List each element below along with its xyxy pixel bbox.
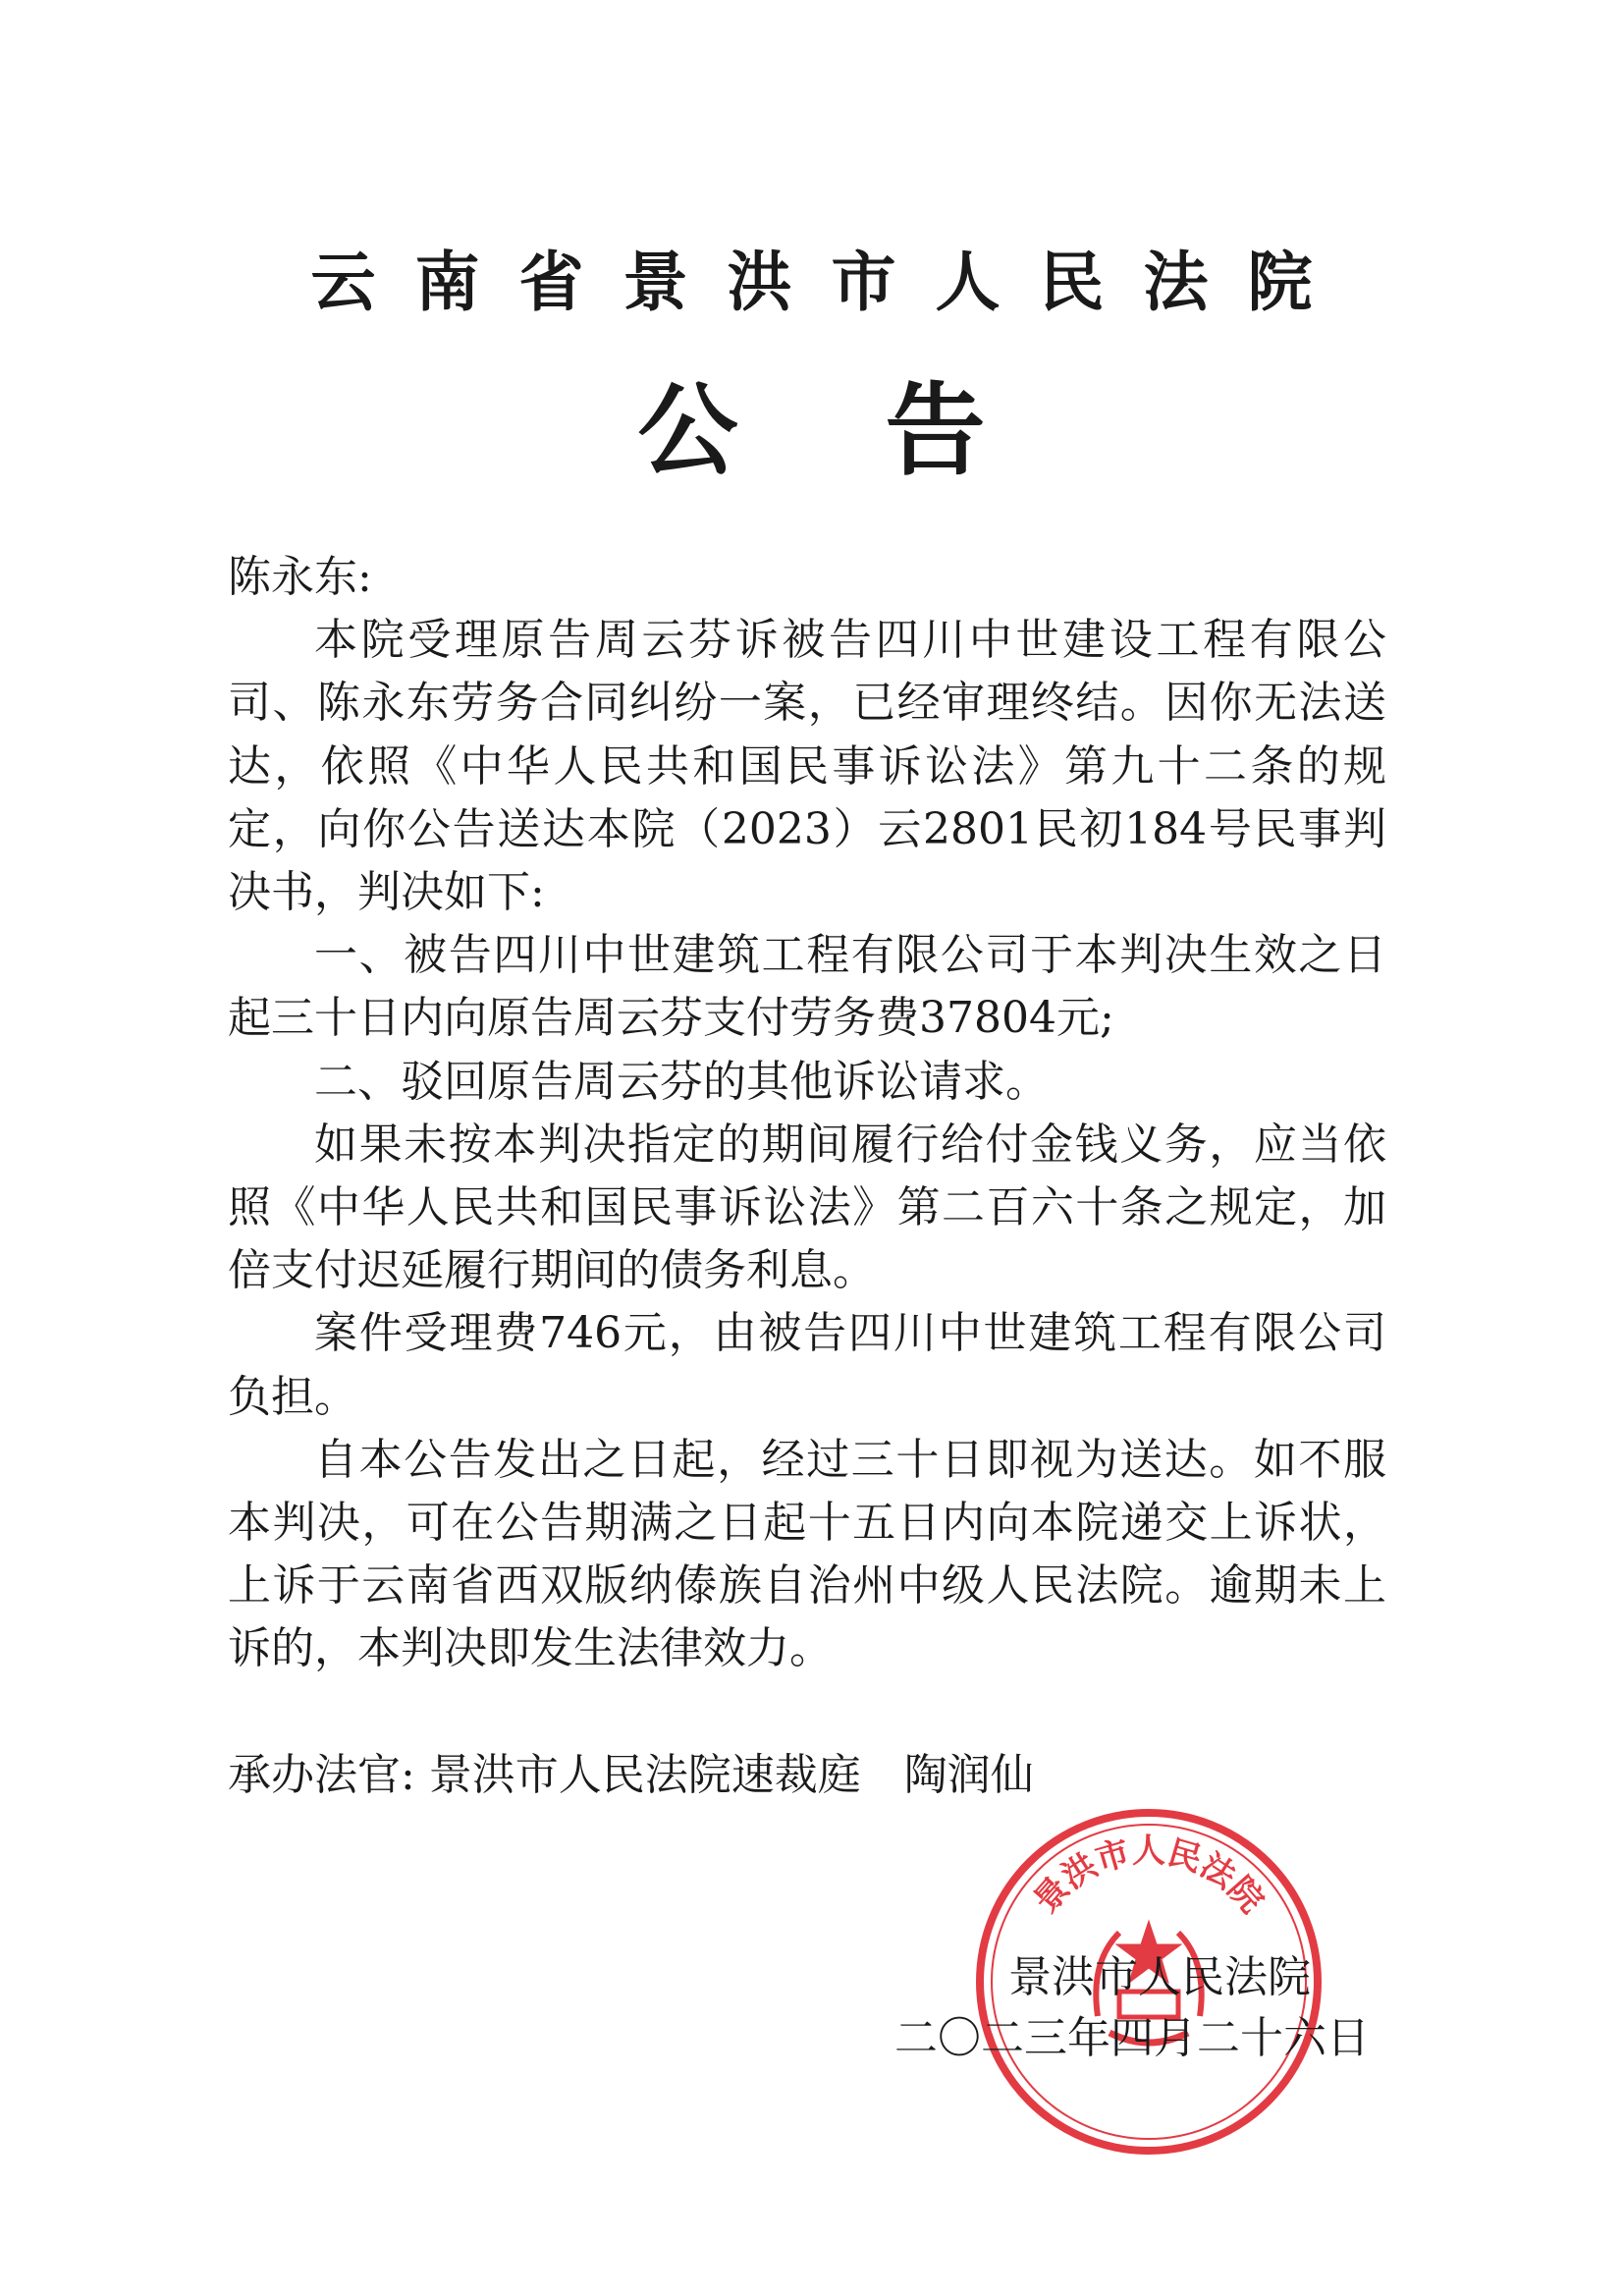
notice-body — [228, 546, 1386, 1807]
seal-text: 景洪市人民法院 — [1026, 1831, 1271, 1921]
signature-date: 二〇二三年四月二十六日 — [894, 2013, 1370, 2063]
paragraph-case-intro: 本院受理原告周云芬诉被告四川中世建设工程有限公司、陈永东劳务合同纠纷一案，已经审理终结。因你无法送达，依照《中华人民共和国民事诉讼法》第九十二条的规定，向你公告送达本院（2023）云2801民初184号民事判决书，判决如下: — [228, 615, 1386, 918]
notice-title: 公告 — [637, 373, 1133, 490]
signature-court-name: 景洪市人民法院 — [1008, 1952, 1311, 2002]
paragraph-judgment-item-1: 一、被告四川中世建筑工程有限公司于本判决生效之日起三十日内向原告周云芬支付劳务费37804元; — [228, 930, 1386, 1044]
court-name-heading: 云南省景洪市人民法院 — [310, 245, 1352, 320]
judge-line: 承办法官: 景洪市人民法院速裁庭 陶润仙 — [228, 1749, 1034, 1800]
paragraph-appeal-notice: 自本公告发出之日起，经过三十日即视为送达。如不服本判决，可在公告期满之日起十五日内向本院递交上诉状，上诉于云南省西双版纳傣族自治州中级人民法院。逾期未上诉的，本判决即发生法律效力。 — [228, 1434, 1386, 1674]
spacer — [228, 1681, 1386, 1744]
salutation: 陈永东: — [228, 552, 372, 602]
paragraph-late-interest: 如果未按本判决指定的期间履行给付金钱义务，应当依照《中华人民共和国民事诉讼法》第二百六十条之规定，加倍支付迟延履行期间的债务利息。 — [228, 1119, 1386, 1296]
paragraph-case-fee: 案件受理费746元，由被告四川中世建筑工程有限公司负担。 — [228, 1308, 1386, 1422]
paragraph-judgment-item-2: 二、驳回原告周云芬的其他诉讼请求。 — [314, 1056, 1049, 1107]
